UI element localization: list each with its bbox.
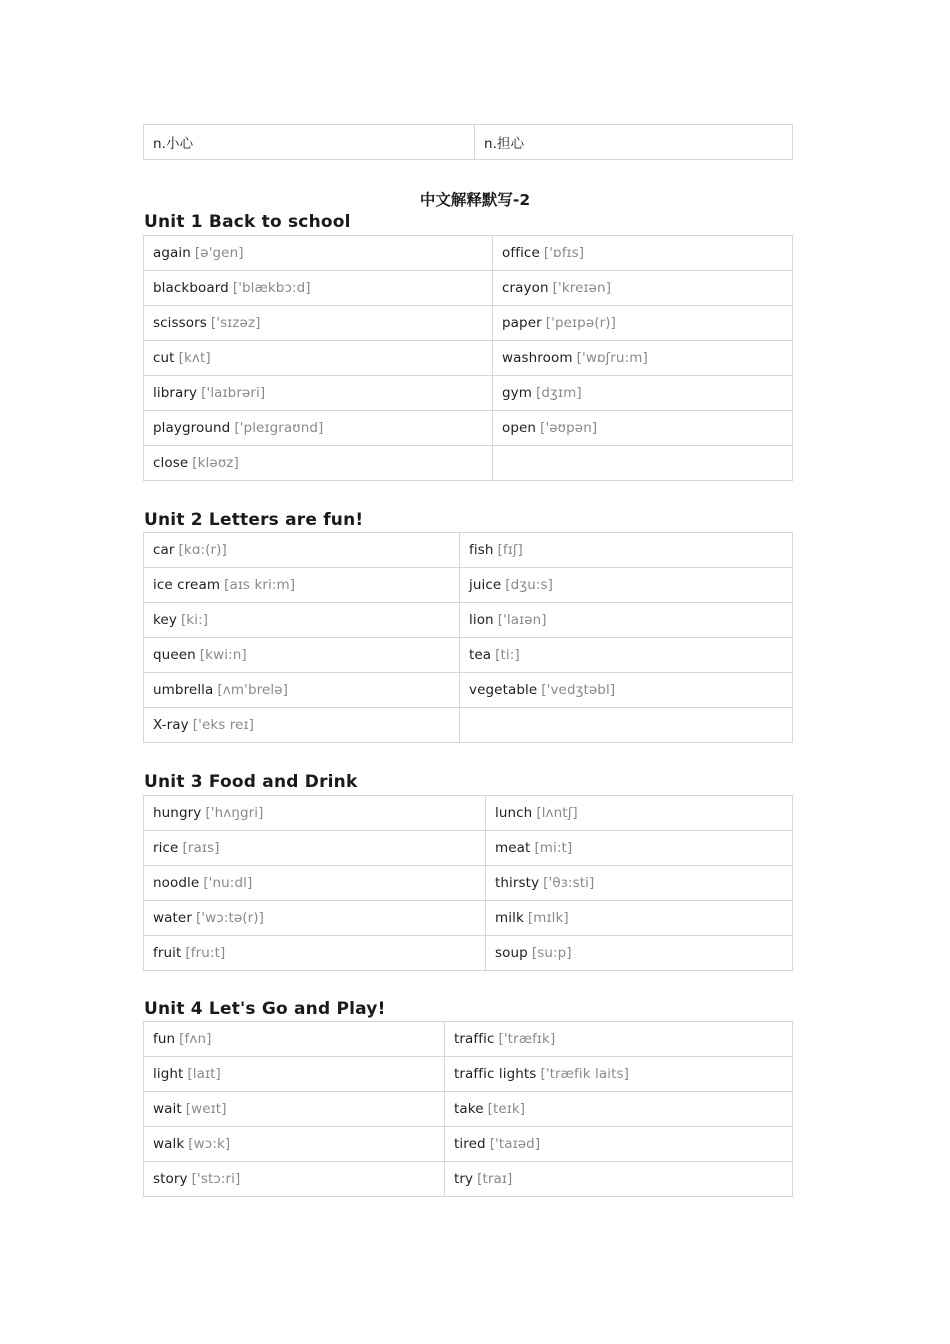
- vocab-cell: [486, 796, 793, 831]
- vocab-phonetic: ['wɔ:tə(r)]: [195, 910, 265, 926]
- vocab-cell: [486, 901, 793, 936]
- unit-title: Unit 4 Let's Go and Play!: [144, 999, 386, 1019]
- vocab-cell: [493, 306, 793, 341]
- vocab-word: library: [153, 385, 198, 401]
- vocab-word: fish: [469, 542, 494, 558]
- vocab-cell: [486, 936, 793, 971]
- table-row: [144, 1127, 793, 1162]
- vocab-word: take: [454, 1101, 484, 1117]
- vocab-cell: [144, 1162, 445, 1197]
- vocab-cell: [486, 866, 793, 901]
- vocab-phonetic: ['blækbɔ:d]: [232, 280, 311, 296]
- table-row: [144, 936, 793, 971]
- vocab-word: hungry: [153, 805, 202, 821]
- table-row: [144, 603, 793, 638]
- vocab-table-unit-4: [143, 1021, 793, 1197]
- vocab-cell: [144, 376, 493, 411]
- vocab-cell: [144, 271, 493, 306]
- vocab-word: soup: [495, 945, 528, 961]
- vocab-table-unit-3: [143, 795, 793, 971]
- vocab-phonetic: [kʌt]: [178, 350, 211, 366]
- vocab-word: fruit: [153, 945, 182, 961]
- vocab-word: close: [153, 455, 189, 471]
- vocab-phonetic: [teɪk]: [487, 1101, 526, 1117]
- vocab-table-unit-2: [143, 532, 793, 743]
- document-title: 中文解释默写-2: [419, 191, 531, 209]
- table-row: [144, 411, 793, 446]
- vocab-phonetic: ['ɒfɪs]: [543, 245, 585, 261]
- vocab-cell: [460, 708, 793, 743]
- vocab-cell: [144, 901, 486, 936]
- vocab-word: traffic lights: [454, 1066, 537, 1082]
- vocab-phonetic: ['eks reɪ]: [192, 717, 255, 733]
- vocab-cell: [144, 306, 493, 341]
- vocab-word: umbrella: [153, 682, 214, 698]
- unit-title: Unit 3 Food and Drink: [144, 772, 358, 792]
- table-cell: [475, 125, 793, 160]
- table-row: [144, 568, 793, 603]
- vocab-phonetic: ['pleɪgraʊnd]: [234, 420, 324, 436]
- vocab-cell: [493, 341, 793, 376]
- vocab-cell: [460, 603, 793, 638]
- vocab-phonetic: ['nu:dl]: [203, 875, 253, 891]
- vocab-cell: [486, 831, 793, 866]
- vocab-phonetic: [ə'gen]: [194, 245, 244, 261]
- vocab-cell: [460, 568, 793, 603]
- vocab-word: blackboard: [153, 280, 229, 296]
- vocab-phonetic: [raɪs]: [182, 840, 220, 856]
- vocab-phonetic: [aɪs kri:m]: [224, 577, 296, 593]
- vocab-phonetic: [weɪt]: [185, 1101, 227, 1117]
- vocab-phonetic: ['hʌŋgri]: [205, 805, 264, 821]
- vocab-cell: [144, 638, 460, 673]
- vocab-phonetic: [kwi:n]: [199, 647, 247, 663]
- vocab-phonetic: ['kreɪən]: [552, 280, 612, 296]
- vocab-cell: [144, 1127, 445, 1162]
- vocab-phonetic: [traɪ]: [477, 1171, 513, 1187]
- vocab-word: lion: [469, 612, 494, 628]
- vocab-cell: [445, 1162, 793, 1197]
- vocab-phonetic: [ti:]: [495, 647, 520, 663]
- table-row: [144, 901, 793, 936]
- table-row: [144, 1057, 793, 1092]
- vocab-phonetic: [fɪʃ]: [497, 542, 523, 558]
- vocab-word: walk: [153, 1136, 185, 1152]
- vocab-cell: [144, 936, 486, 971]
- table-row: [144, 376, 793, 411]
- vocab-cell: [144, 411, 493, 446]
- table-row: [144, 866, 793, 901]
- vocab-word: washroom: [502, 350, 573, 366]
- table-row: [144, 1092, 793, 1127]
- vocab-cell: [144, 796, 486, 831]
- table-row: [144, 1162, 793, 1197]
- vocab-word: crayon: [502, 280, 549, 296]
- vocab-word: milk: [495, 910, 524, 926]
- vocab-phonetic: [kɑ:(r)]: [178, 542, 227, 558]
- vocab-phonetic: [fʌn]: [179, 1031, 212, 1047]
- vocab-phonetic: [ʌm'brelə]: [217, 682, 288, 698]
- unit-title: Unit 2 Letters are fun!: [144, 510, 364, 530]
- vocab-cell: [144, 708, 460, 743]
- vocab-word: water: [153, 910, 192, 926]
- vocab-word: tea: [469, 647, 492, 663]
- vocab-cell: [493, 236, 793, 271]
- table-row: [144, 125, 793, 160]
- vocab-cell: [460, 638, 793, 673]
- vocab-word: playground: [153, 420, 231, 436]
- table-row: [144, 533, 793, 568]
- vocab-phonetic: [laɪt]: [187, 1066, 221, 1082]
- vocab-phonetic: ['træfik laits]: [540, 1066, 630, 1082]
- vocab-word: lunch: [495, 805, 533, 821]
- vocab-cell: [144, 1092, 445, 1127]
- vocab-word: meat: [495, 840, 531, 856]
- vocab-phonetic: ['taɪəd]: [489, 1136, 541, 1152]
- vocab-cell: [445, 1127, 793, 1162]
- vocab-cell: [493, 271, 793, 306]
- table-cell: [144, 125, 475, 160]
- vocab-phonetic: ['laɪbrəri]: [201, 385, 266, 401]
- unit-title: Unit 1 Back to school: [144, 212, 351, 232]
- cell-text: n.担心: [484, 136, 525, 152]
- vocab-word: queen: [153, 647, 196, 663]
- vocab-word: tired: [454, 1136, 486, 1152]
- vocab-word: paper: [502, 315, 542, 331]
- vocab-phonetic: ['vedʒtəbl]: [541, 682, 616, 698]
- vocab-word: story: [153, 1171, 188, 1187]
- table-row: [144, 1022, 793, 1057]
- vocab-cell: [144, 446, 493, 481]
- table-row: [144, 236, 793, 271]
- vocab-cell: [144, 1022, 445, 1057]
- vocab-cell: [144, 603, 460, 638]
- vocab-cell: [445, 1022, 793, 1057]
- vocab-phonetic: ['θɜ:sti]: [543, 875, 595, 891]
- vocab-phonetic: ['sɪzəz]: [210, 315, 261, 331]
- vocab-cell: [445, 1092, 793, 1127]
- vocab-word: ice cream: [153, 577, 221, 593]
- vocab-word: juice: [469, 577, 502, 593]
- vocab-cell: [460, 673, 793, 708]
- vocab-cell: [144, 533, 460, 568]
- vocab-phonetic: ['træfɪk]: [498, 1031, 556, 1047]
- cell-text: n.小心: [153, 136, 194, 152]
- vocab-phonetic: ['peɪpə(r)]: [545, 315, 616, 331]
- vocab-phonetic: [su:p]: [531, 945, 572, 961]
- table-row: [144, 638, 793, 673]
- vocab-table-unit-1: [143, 235, 793, 481]
- vocab-word: key: [153, 612, 177, 628]
- vocab-cell: [460, 533, 793, 568]
- vocab-word: try: [454, 1171, 474, 1187]
- table-row: [144, 341, 793, 376]
- vocab-word: rice: [153, 840, 179, 856]
- vocab-word: gym: [502, 385, 533, 401]
- vocab-phonetic: [dʒu:s]: [505, 577, 554, 593]
- vocab-cell: [445, 1057, 793, 1092]
- vocab-phonetic: [mi:t]: [534, 840, 573, 856]
- top-table: [143, 124, 793, 160]
- vocab-word: again: [153, 245, 191, 261]
- vocab-cell: [144, 866, 486, 901]
- table-row: [144, 271, 793, 306]
- vocab-word: fun: [153, 1031, 176, 1047]
- vocab-word: X-ray: [153, 717, 189, 733]
- vocab-word: car: [153, 542, 175, 558]
- vocab-word: wait: [153, 1101, 182, 1117]
- vocab-word: office: [502, 245, 540, 261]
- vocab-word: open: [502, 420, 537, 436]
- vocab-phonetic: [fru:t]: [185, 945, 226, 961]
- vocab-phonetic: [dʒɪm]: [536, 385, 582, 401]
- vocab-phonetic: ['laɪən]: [497, 612, 547, 628]
- vocab-cell: [144, 236, 493, 271]
- vocab-cell: [144, 341, 493, 376]
- table-row: [144, 708, 793, 743]
- vocab-phonetic: [ki:]: [180, 612, 209, 628]
- vocab-word: scissors: [153, 315, 207, 331]
- vocab-phonetic: [wɔ:k]: [188, 1136, 231, 1152]
- table-row: [144, 306, 793, 341]
- vocab-word: noodle: [153, 875, 200, 891]
- vocab-phonetic: [mɪlk]: [527, 910, 569, 926]
- vocab-cell: [144, 1057, 445, 1092]
- vocab-cell: [493, 411, 793, 446]
- vocab-word: cut: [153, 350, 175, 366]
- vocab-phonetic: ['əʊpən]: [540, 420, 598, 436]
- vocab-cell: [493, 376, 793, 411]
- vocab-word: light: [153, 1066, 184, 1082]
- table-row: [144, 446, 793, 481]
- vocab-phonetic: ['wɒʃru:m]: [576, 350, 648, 366]
- vocab-cell: [144, 831, 486, 866]
- vocab-phonetic: [lʌntʃ]: [536, 805, 578, 821]
- vocab-cell: [493, 446, 793, 481]
- table-row: [144, 831, 793, 866]
- vocab-cell: [144, 568, 460, 603]
- vocab-word: traffic: [454, 1031, 495, 1047]
- vocab-phonetic: ['stɔ:ri]: [191, 1171, 241, 1187]
- vocab-phonetic: [kləʊz]: [192, 455, 239, 471]
- table-row: [144, 673, 793, 708]
- vocab-cell: [144, 673, 460, 708]
- vocab-word: vegetable: [469, 682, 538, 698]
- vocab-word: thirsty: [495, 875, 540, 891]
- table-row: [144, 796, 793, 831]
